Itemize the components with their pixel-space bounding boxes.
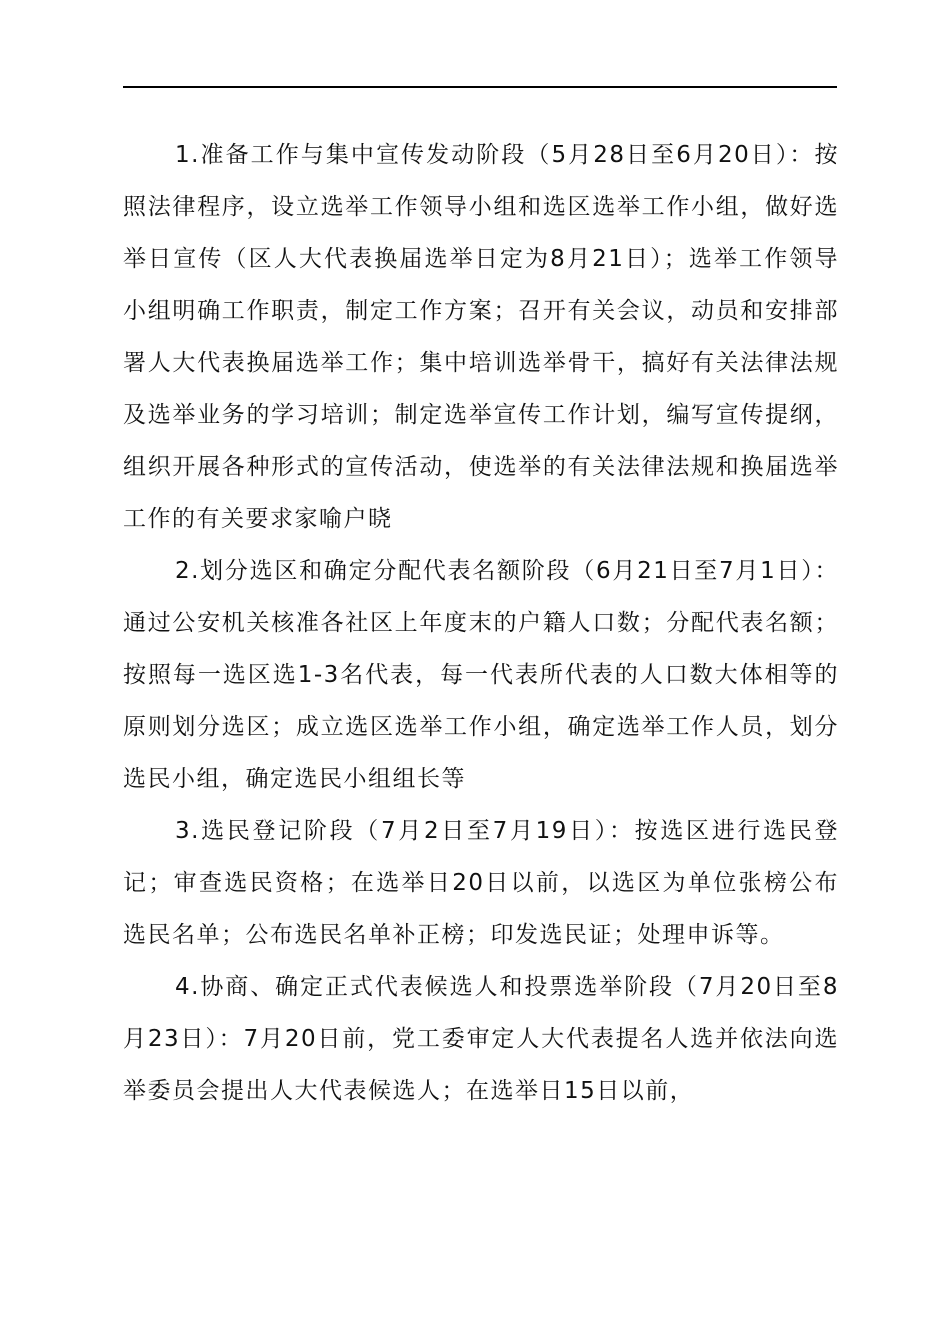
paragraph-stage-1: 1.准备工作与集中宣传发动阶段（5月28日至6月20日）：按照法律程序，设立选举工作领导小组和选区选举工作小组，做好选举日宣传（区人大代表换届选举日定为8月21日）；选举工作领导小组明确工作职责，制定工作方案；召开有关会议，动员和安排部署人大代表换届选举工作；集中培训选举骨干，搞好有关法律法规及选举业务的学习培训；制定选举宣传工作计划，编写宣传提纲，组织开展各种形式的宣传活动，使选举的有关法律法规和换届选举工作的有关要求家喻户晓 xyxy=(123,142,839,532)
header-rule xyxy=(123,86,837,88)
document-body xyxy=(123,129,839,1117)
paragraph-stage-2: 2.划分选区和确定分配代表名额阶段（6月21日至7月1日）：通过公安机关核准各社区上年度末的户籍人口数；分配代表名额；按照每一选区选1-3名代表，每一代表所代表的人口数大体相等的原则划分选区；成立选区选举工作小组，确定选举工作人员，划分选民小组，确定选民小组组长等 xyxy=(123,558,839,792)
paragraph-stage-3: 3.选民登记阶段（7月2日至7月19日）：按选区进行选民登记；审查选民资格；在选举日20日以前，以选区为单位张榜公布选民名单；公布选民名单补正榜；印发选民证；处理申诉等。 xyxy=(123,818,839,948)
paragraph-stage-4: 4.协商、确定正式代表候选人和投票选举阶段（7月20日至8月23日）：7月20日前，党工委审定人大代表提名人选并依法向选举委员会提出人大代表候选人；在选举日15日以前， xyxy=(123,974,839,1104)
